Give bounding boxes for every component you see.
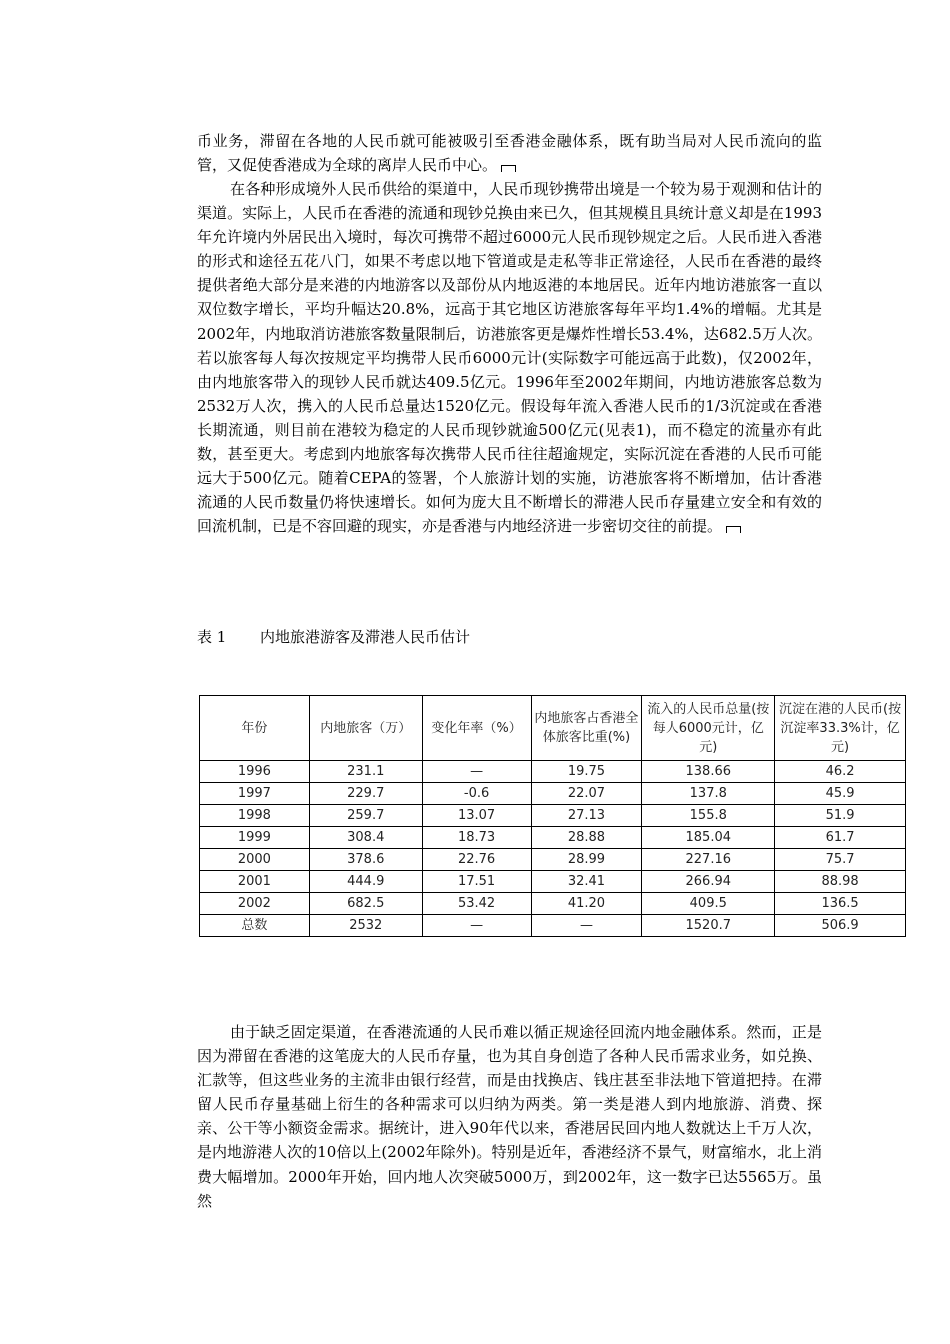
table-row	[200, 783, 906, 805]
table-cell: 27.13	[531, 805, 642, 827]
table-cell: 308.4	[309, 827, 422, 849]
header-rmb-retained: 沉淀在港的人民币(按沉淀率33.3%计，亿元)	[775, 696, 906, 761]
table-cell: 506.9	[775, 915, 906, 937]
table-cell: 28.88	[531, 827, 642, 849]
header-visitor-share: 内地旅客占香港全体旅客比重(%)	[531, 696, 642, 761]
header-change-rate: 变化年率（%）	[422, 696, 531, 761]
table-cell: 75.7	[775, 849, 906, 871]
paragraph-end-mark	[726, 526, 741, 533]
table-cell: 22.07	[531, 783, 642, 805]
table-cell: 185.04	[642, 827, 775, 849]
table-row	[200, 827, 906, 849]
table-cell: 13.07	[422, 805, 531, 827]
table-cell: 28.99	[531, 849, 642, 871]
table-cell: —	[422, 761, 531, 783]
table-cell: 378.6	[309, 849, 422, 871]
header-mainland-visitors: 内地旅客（万）	[309, 696, 422, 761]
table-cell: 22.76	[422, 849, 531, 871]
table-caption	[197, 627, 470, 647]
header-year: 年份	[200, 696, 310, 761]
table-row	[200, 761, 906, 783]
table-cell: 1520.7	[642, 915, 775, 937]
table-cell: 51.9	[775, 805, 906, 827]
table-cell: 444.9	[309, 871, 422, 893]
table-cell: 2002	[200, 893, 310, 915]
table-cell: 231.1	[309, 761, 422, 783]
table-cell: -0.6	[422, 783, 531, 805]
table-cell: 18.73	[422, 827, 531, 849]
rmb-estimate-table	[199, 695, 906, 937]
table-cell: 136.5	[775, 893, 906, 915]
table-cell: 2532	[309, 915, 422, 937]
table-cell: 45.9	[775, 783, 906, 805]
table-cell: 2001	[200, 871, 310, 893]
paragraph-2: 在各种形成境外人民币供给的渠道中，人民币现钞携带出境是一个较为易于观测和估计的渠道。实际上，人民币在香港的流通和现钞兑换由来已久，但其规模且具统计意义却是在1993年允许境内外居民出入境时，每次可携带不超过6000元人民币现钞规定之后。人民币进入香港的形式和途径五花八门，如果不考虑以地下管道或是走私等非正常途径，人民币在香港的最终提供者绝大部分是来港的内地游客以及部份从内地返港的本地居民。近年内地访港旅客一直以双位数字增长，平均升幅达20.8%，远高于其它地区访港旅客每年平均1.4%的增幅。尤其是2002年，内地取消访港旅客数量限制后，访港旅客更是爆炸性增长53.4%，达682.5万人次。若以旅客每人每次按规定平均携带人民币6000元计(实际数字可能远高于此数)，仅2002年，由内地旅客带入的现钞人民币就达409.5亿元。1996年至2002年期间，内地访港旅客总数为2532万人次，携入的人民币总量达1520亿元。假设每年流入香港人民币的1/3沉淀或在香港长期流通，则目前在港较为稳定的人民币现钞就逾500亿元(见表1)，而不稳定的流量亦有此数，甚至更大。考虑到内地旅客每次携带人民币往往超逾规定，实际沉淀在香港的人民币可能远大于500亿元。随着CEPA的签署，个人旅游计划的实施，访港旅客将不断增加，估计香港流通的人民币数量仍将快速增长。如何为庞大且不断增长的滞港人民币存量建立安全和有效的回流机制，已是不容回避的现实，亦是香港与内地经济进一步密切交往的前提。	[197, 180, 822, 536]
table-cell: 2000	[200, 849, 310, 871]
table-cell: 46.2	[775, 761, 906, 783]
table-cell: 1998	[200, 805, 310, 827]
table-number: 表 1	[197, 628, 227, 646]
table-cell: 409.5	[642, 893, 775, 915]
table-cell: 259.7	[309, 805, 422, 827]
table-cell: 155.8	[642, 805, 775, 827]
table-cell: —	[531, 915, 642, 937]
table-cell: —	[422, 915, 531, 937]
table-cell: 19.75	[531, 761, 642, 783]
table-cell: 138.66	[642, 761, 775, 783]
header-rmb-inflow: 流入的人民币总量(按每人6000元计，亿元)	[642, 696, 775, 761]
table-row	[200, 915, 906, 937]
table-cell: 32.41	[531, 871, 642, 893]
table-cell: 1999	[200, 827, 310, 849]
table-row	[200, 893, 906, 915]
table-cell: 682.5	[309, 893, 422, 915]
paragraph-3: 由于缺乏固定渠道，在香港流通的人民币难以循正规途径回流内地金融体系。然而，正是因为滞留在香港的这笔庞大的人民币存量，也为其自身创造了各种人民币需求业务，如兑换、汇款等，但这些业务的主流非由银行经营，而是由找换店、钱庄甚至非法地下管道把持。在滞留人民币存量基础上衍生的各种需求可以归纳为两类。第一类是港人到内地旅游、消费、探亲、公干等小额资金需求。据统计，进入90年代以来，香港居民回内地人数就达上千万人次，是内地游港人次的10倍以上(2002年除外)。特别是近年，香港经济不景气，财富缩水，北上消费大幅增加。2000年开始，回内地人次突破5000万，到2002年，这一数字已达5565万。虽然	[197, 1023, 822, 1210]
table-header-row	[200, 696, 906, 761]
table-cell: 88.98	[775, 871, 906, 893]
table-row	[200, 871, 906, 893]
table-cell: 1996	[200, 761, 310, 783]
table-cell: 17.51	[422, 871, 531, 893]
paragraph-end-mark	[501, 165, 516, 172]
table-cell: 266.94	[642, 871, 775, 893]
table-title: 内地旅港游客及滞港人民币估计	[260, 628, 471, 646]
paragraph-1: 币业务，滞留在各地的人民币就可能被吸引至香港金融体系，既有助当局对人民币流向的监管，又促使香港成为全球的离岸人民币中心。	[197, 132, 822, 175]
table-row	[200, 805, 906, 827]
table-cell: 229.7	[309, 783, 422, 805]
table-cell: 137.8	[642, 783, 775, 805]
table-row	[200, 849, 906, 871]
table-cell: 53.42	[422, 893, 531, 915]
table-cell: 61.7	[775, 827, 906, 849]
table-cell: 1997	[200, 783, 310, 805]
table-cell: 41.20	[531, 893, 642, 915]
table-cell: 总数	[200, 915, 310, 937]
table-cell: 227.16	[642, 849, 775, 871]
